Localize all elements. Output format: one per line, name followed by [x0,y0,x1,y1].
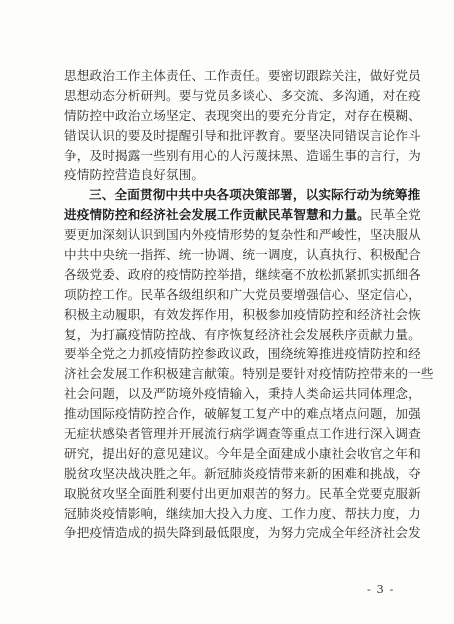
text-line: 冠肺炎疫情影响，继续加大投入力度、工作力度、帮扶力度，力 [64,505,421,521]
text-line: 推动国际疫情防控合作，破解复工复产中的难点堵点问题，加强 [64,406,421,422]
text-line: 济社会发展工作积极建言献策。特别是要针对疫情防控带来的一些 [64,366,434,382]
text-line: 情防控中政治立场坚定、表现突出的要充分肯定，对存在模糊、 [64,107,421,123]
text-line: 社会问题，以及严防境外疫情输入，秉持人类命运共同体理念， [64,386,421,402]
text-line: 要举全党之力抓疫情防控参政议政，围绕统筹推进疫情防控和经 [64,346,421,362]
section-heading: 三、全面贯彻中共中央各项决策部署，以实际行动为统筹推 [89,187,421,203]
text-line: 脱贫攻坚决战决胜之年。新冠肺炎疫情带来新的困难和挑战，夺 [64,465,421,481]
text-line: 复，为打赢疫情防控战、有序恢复经济社会发展秩序贡献力量。 [64,326,421,342]
text-line: 争把疫情造成的损失降到最低限度，为努力完成全年经济社会发 [64,525,421,541]
text-line: 错误认识的要及时提醒引导和批评教育。要坚决同错误言论作斗 [64,127,421,143]
text-line: 思想政治工作主体责任、工作责任。要密切跟踪关注，做好党员 [64,68,421,83]
text-line: 项防控工作。民革各级组织和广大党员要增强信心、坚定信心， [64,286,421,302]
text-fragment: 民革全党 [369,207,421,223]
body-text [64,66,434,543]
text-line: 中共中央统一指挥、统一协调、统一调度，认真执行、积极配合 [64,247,421,263]
text-line: 争，及时揭露一些别有用心的人污蔑抹黑、造谣生事的言行，为 [64,147,421,163]
text-line: 取脱贫攻坚全面胜利要付出更加艰苦的努力。民革全党要克服新 [64,485,421,501]
text-line: 各级党委、政府的疫情防控举措，继续毫不放松抓紧抓实抓细各 [64,266,421,282]
text-line: 积极主动履职，有效发挥作用，积极参加疫情防控和经济社会恢 [64,306,421,322]
text-line [64,205,421,225]
page-number: - 3 - [367,582,395,596]
text-line: 研究，提出好的意见建议。今年是全面建成小康社会收官之年和 [64,445,421,461]
text-line: 要更加深刻认识到国内外疫情形势的复杂性和严峻性，坚决服从 [64,227,421,243]
text-line: 疫情防控营造良好氛围。 [64,167,205,183]
text-line: 思想动态分析研判。要与党员多谈心、多交流、多沟通，对在疫 [64,87,421,103]
text-line: 无症状感染者管理并开展流行病学调查等重点工作进行深入调查 [64,426,421,442]
section-heading-continuation: 进疫情防控和经济社会发展工作贡献民革智慧和力量。 [64,207,370,223]
